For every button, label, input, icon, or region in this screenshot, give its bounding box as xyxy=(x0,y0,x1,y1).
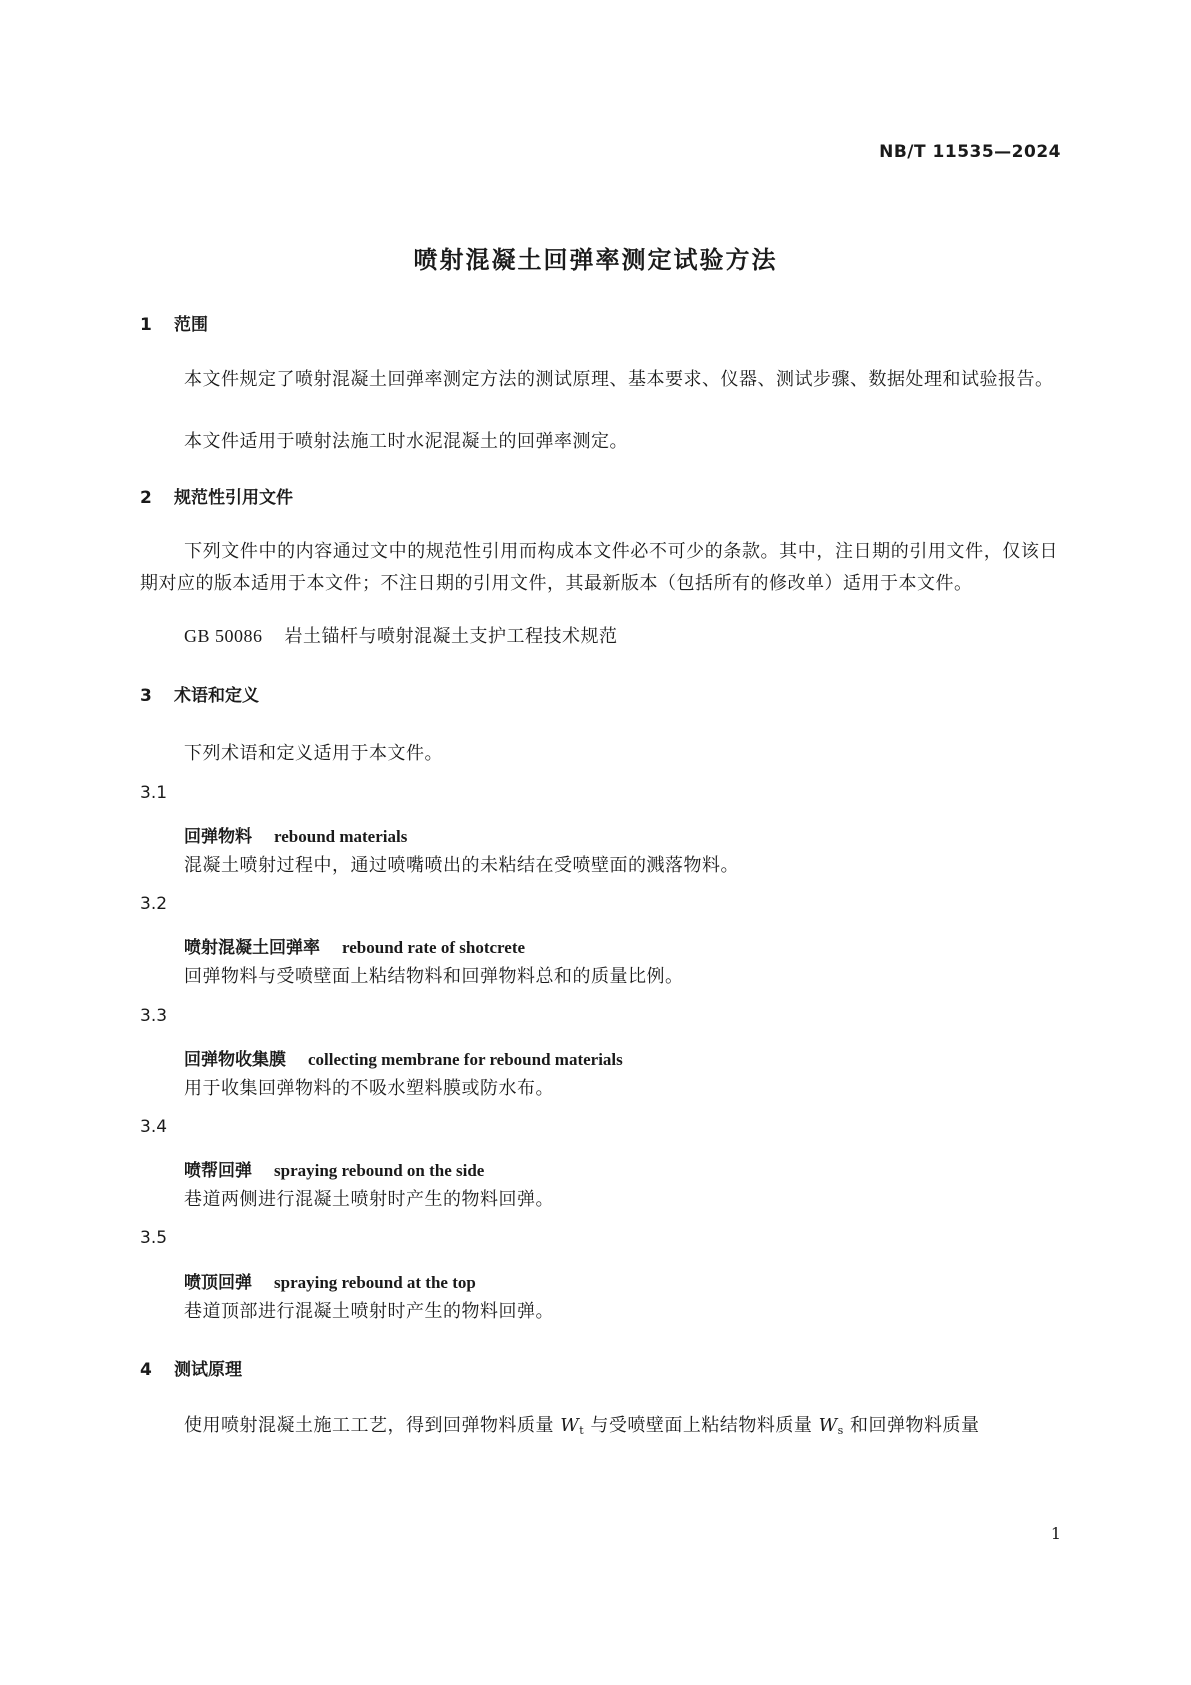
mass-subscript: s xyxy=(837,1424,844,1437)
term-english: rebound rate of shotcrete xyxy=(342,938,526,957)
clause-number: 3.3 xyxy=(140,1006,168,1026)
section-title: 术语和定义 xyxy=(174,686,259,706)
normative-reference xyxy=(184,622,618,648)
section-title: 规范性引用文件 xyxy=(174,488,293,508)
section-2-paragraph-1 xyxy=(140,536,1058,600)
page-number: 1 xyxy=(1050,1524,1061,1543)
reference-title: 岩土锚杆与喷射混凝土支护工程技术规范 xyxy=(284,626,618,647)
term-definition: 巷道两侧进行混凝土喷射时产生的物料回弹。 xyxy=(184,1189,554,1210)
clause-number: 3.5 xyxy=(140,1228,168,1248)
section-3-intro: 下列术语和定义适用于本文件。 xyxy=(184,743,443,764)
mass-subscript: t xyxy=(579,1424,585,1437)
paragraph-text: 下列文件中的内容通过文中的规范性引用而构成本文件必不可少的条款。其中，注日期的引用文件，仅该日期对应的版本适用于本文件；不注日期的引用文件，其最新版本（包括所有的修改单）适用于本文件。 xyxy=(140,541,1058,594)
clause-number: 3.4 xyxy=(140,1117,168,1137)
term-entry xyxy=(184,822,407,847)
paragraph-text: 与受喷壁面上粘结物料质量 xyxy=(590,1415,813,1436)
term-english: spraying rebound on the side xyxy=(274,1161,485,1180)
section-3-heading xyxy=(140,681,259,706)
section-number: 2 xyxy=(140,488,152,508)
term-definition: 混凝土喷射过程中，通过喷嘴喷出的未粘结在受喷壁面的溅落物料。 xyxy=(184,855,739,876)
term-entry xyxy=(184,1268,476,1293)
section-1-paragraph-1 xyxy=(140,364,1058,396)
term-chinese: 喷帮回弹 xyxy=(184,1161,252,1181)
section-number: 1 xyxy=(140,315,152,335)
section-1-paragraph-2: 本文件适用于喷射法施工时水泥混凝土的回弹率测定。 xyxy=(184,431,628,452)
term-entry xyxy=(184,933,525,958)
section-number: 3 xyxy=(140,686,152,706)
document-title: 喷射混凝土回弹率测定试验方法 xyxy=(413,246,778,274)
standard-number: NB/T 11535—2024 xyxy=(879,142,1061,162)
section-title: 测试原理 xyxy=(174,1360,242,1380)
term-definition: 用于收集回弹物料的不吸水塑料膜或防水布。 xyxy=(184,1078,554,1099)
term-chinese: 回弹物料 xyxy=(184,827,252,847)
term-english: rebound materials xyxy=(274,827,408,846)
paragraph-text: 本文件规定了喷射混凝土回弹率测定方法的测试原理、基本要求、仪器、测试步骤、数据处理和试验报告。 xyxy=(184,369,1054,390)
mass-variable: W xyxy=(560,1415,580,1436)
reference-code: GB 50086 xyxy=(184,626,263,646)
term-english: spraying rebound at the top xyxy=(274,1273,476,1292)
term-entry xyxy=(184,1045,623,1070)
clause-number: 3.2 xyxy=(140,894,168,914)
term-chinese: 回弹物收集膜 xyxy=(184,1050,286,1070)
paragraph-text: 使用喷射混凝土施工工艺，得到回弹物料质量 xyxy=(184,1415,554,1436)
term-definition: 回弹物料与受喷壁面上粘结物料和回弹物料总和的质量比例。 xyxy=(184,966,684,987)
section-4-heading xyxy=(140,1355,242,1380)
term-chinese: 喷射混凝土回弹率 xyxy=(184,938,320,958)
term-definition: 巷道顶部进行混凝土喷射时产生的物料回弹。 xyxy=(184,1301,554,1322)
paragraph-text: 和回弹物料质量 xyxy=(850,1415,980,1436)
term-chinese: 喷顶回弹 xyxy=(184,1273,252,1293)
section-title: 范围 xyxy=(174,315,208,335)
section-2-heading xyxy=(140,483,293,508)
term-entry xyxy=(184,1156,484,1181)
section-1-heading xyxy=(140,310,208,335)
mass-variable: W xyxy=(818,1415,838,1436)
section-number: 4 xyxy=(140,1360,152,1380)
clause-number: 3.1 xyxy=(140,783,168,803)
term-english: collecting membrane for rebound materials xyxy=(308,1050,623,1069)
section-4-paragraph xyxy=(184,1411,980,1437)
